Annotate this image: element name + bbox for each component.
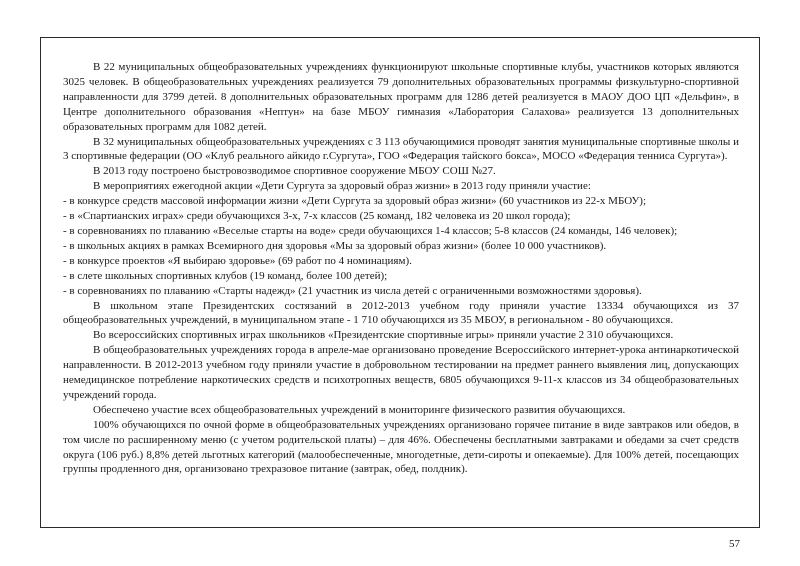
list-item: - в школьных акциях в рамках Всемирного дня здоровья «Мы за здоровый образ жизни» (более 10 000 участников). — [63, 239, 607, 252]
list-item: - в конкурсе средств массовой информации жизни «Дети Сургута за здоровый образ жизни» (60 участников из 22-х МБОУ); — [63, 195, 647, 208]
paragraph: В школьном этапе Президентских состязаний в 2012-2013 учебном году приняли участие 13334 обучающихся из 37 общеобразовательных учреждений, в муниципальном этапе - 1 710 обучающихся из 35 МБОУ, в региональном - 80 обучающихся. — [63, 299, 739, 327]
paragraph: Обеспечено участие всех общеобразовательных учреждений в мониторинге физического развития обучающихся. — [93, 403, 626, 416]
paragraph: 100% обучающихся по очной форме в общеобразовательных учреждениях организовано горячее питание в виде завтраков или обедов, в том числе по расширенному меню (с учетом родительской платы) – для 46%. Обеспечены бесплатными завтраками и обедами за счет средств округа (106 руб.) 8,8% детей льготных категорий (малообеспеченные, многодетные, дети-сироты и опекаемые). Для 100% детей, посещающих группы продленного дня, организовано трехразовое питание (завтрак, обед, полдник). — [63, 418, 739, 476]
paragraph: Во всероссийских спортивных играх школьников «Президентские спортивные игры» приняли участие 2 310 обучающихся. — [93, 329, 674, 342]
list-item: - в «Спартианских играх» среди обучающихся 3-х, 7-х классов (25 команд, 182 человека из 20 школ города); — [63, 210, 571, 223]
paragraph: В 32 муниципальных общеобразовательных учреждениях с 3 113 обучающимися проводят занятия муниципальные спортивные школы и 3 спортивные федерации (ОО «Клуб реального айкидо г.Сургута», ГОО «Федерация тайского бокса», МОСО «Федерация тенниса Сургута»). — [63, 135, 739, 163]
list-item: - в конкурсе проектов «Я выбираю здоровье» (69 работ по 4 номинациям). — [63, 254, 412, 267]
paragraph: В 2013 году построено быстровозводимое спортивное сооружение МБОУ СОШ №27. — [93, 165, 496, 178]
document-body — [63, 60, 739, 477]
list-item: - в соревнованиях по плаванию «Старты надежд» (21 участник из числа детей с ограниченными возможностями здоровья). — [63, 284, 642, 297]
list-item: - в соревнованиях по плаванию «Веселые старты на воде» среди обучающихся 1-4 классов; 5-8 классов (24 команды, 146 человек); — [63, 224, 678, 237]
paragraph: В общеобразовательных учреждениях города в апреле-мае организовано проведение Всероссийского интернет-урока антинаркотической направленности. В 2012-2013 учебном году приняли участие в добровольном тестировании на предмет раннего выявления лиц, допускающих немедицинское потребление наркотических средств и психотропных веществ, 6805 обучающихся 9-11-х классов из 34 общеобразовательных учреждений города. — [63, 344, 739, 401]
page-number: 57 — [729, 538, 740, 550]
list-item: - в слете школьных спортивных клубов (19 команд, более 100 детей); — [63, 269, 388, 282]
paragraph: В 22 муниципальных общеобразовательных учреждениях функционируют школьные спортивные клубы, участников которых являются 3025 человек. В общеобразовательных учреждениях реализуется 79 дополнительных образовательных программы физкультурно-спортивной направленности для 3799 детей. 8 дополнительных образовательных программ для 1286 детей реализуется в МАОУ ДОО ЦП «Дельфин», в Центре дополнительного образования «Нептун» на базе МБОУ гимназия «Лаборатория Салахова» реализуется 13 дополнительных образовательных программ для 1082 детей. — [63, 61, 739, 133]
paragraph: В мероприятиях ежегодной акции «Дети Сургута за здоровый образ жизни» в 2013 году приняли участие: — [93, 180, 591, 193]
